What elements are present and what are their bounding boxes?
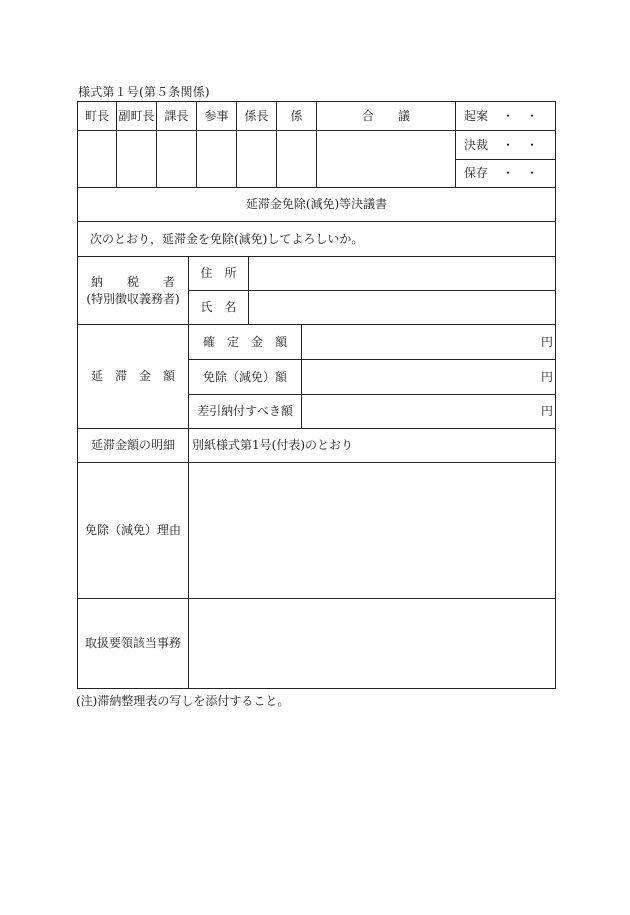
stamp-box-counselor[interactable] [196, 130, 237, 188]
handling-field[interactable] [188, 598, 556, 689]
name-field[interactable] [248, 290, 556, 325]
status-decision-label: 決裁 [464, 137, 489, 152]
status-draft-label: 起案 [464, 108, 489, 123]
details-label: 延滞金額の明細 [77, 428, 189, 463]
taxpayer-label [77, 256, 189, 325]
stamp-box-consultation[interactable] [316, 130, 456, 188]
form-number-label: 様式第１号(第５条関係) [78, 85, 210, 99]
name-label: 氏 名 [188, 290, 249, 325]
approval-header-deputy-mayor: 副町長 [116, 101, 157, 131]
late-fee-label: 延 滞 金 額 [77, 324, 189, 429]
status-draft-date: ・ ・ [502, 108, 539, 123]
exemption-amount-field[interactable] [301, 359, 556, 395]
stamp-box-deputy-mayor[interactable] [116, 130, 157, 188]
stamp-box-mayor[interactable] [77, 130, 117, 188]
approval-header-counselor: 参事 [196, 101, 237, 131]
fixed-amount-label: 確 定 金 額 [188, 324, 302, 360]
status-decision-date: ・ ・ [502, 137, 539, 152]
status-draft[interactable] [455, 101, 556, 131]
handling-label: 取扱要領該当事務 [77, 598, 189, 689]
payable-amount-label: 差引納付すべき額 [188, 394, 302, 429]
status-decision[interactable] [455, 130, 556, 160]
stamp-box-section-chief[interactable] [156, 130, 197, 188]
document-title: 延滞金免除(減免)等決議書 [77, 187, 556, 222]
payable-amount-field[interactable] [301, 394, 556, 429]
details-value: 別紙様式第1号(付表)のとおり [188, 428, 556, 463]
taxpayer-label-line2: (特別徴収義務者) [86, 291, 180, 306]
taxpayer-label-line1: 納 税 者 [90, 274, 175, 289]
request-text: 次のとおり，延滞金を免除(減免)してよろしいか。 [77, 221, 556, 257]
approval-header-consultation: 合 議 [316, 101, 456, 131]
address-label: 住 所 [188, 256, 249, 291]
reason-label: 免除（減免）理由 [77, 462, 189, 599]
approval-header-mayor: 町長 [77, 101, 117, 131]
status-storage[interactable] [455, 159, 556, 188]
fixed-amount-unit: 円 [540, 334, 553, 349]
approval-header-subsection-chief: 係長 [236, 101, 277, 131]
status-storage-label: 保存 [464, 166, 489, 181]
payable-amount-unit: 円 [540, 404, 553, 419]
address-field[interactable] [248, 256, 556, 291]
stamp-box-staff[interactable] [276, 130, 317, 188]
footnote: (注)滞納整理表の写しを添付すること。 [76, 694, 290, 708]
exemption-amount-label: 免除（減免）額 [188, 359, 302, 395]
status-storage-date: ・ ・ [502, 166, 539, 181]
fixed-amount-field[interactable] [301, 324, 556, 360]
approval-header-section-chief: 課長 [156, 101, 197, 131]
exemption-amount-unit: 円 [540, 369, 553, 384]
reason-field[interactable] [188, 462, 556, 599]
stamp-box-subsection-chief[interactable] [236, 130, 277, 188]
approval-header-staff: 係 [276, 101, 317, 131]
